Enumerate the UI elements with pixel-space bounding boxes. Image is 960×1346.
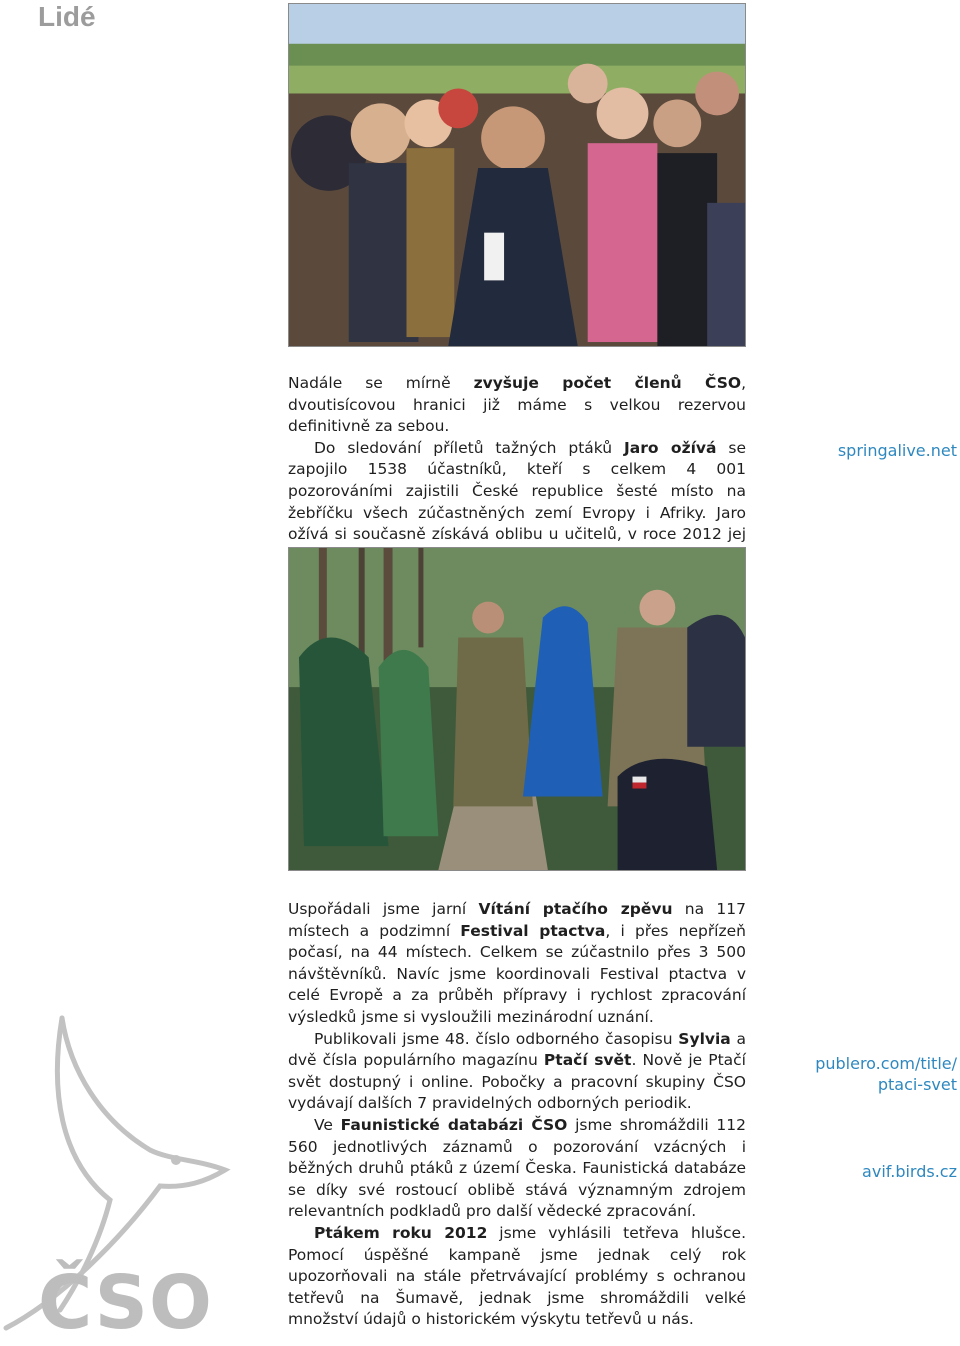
- text-run: jsme shromáždili 112 560 jednotlivých záznamů o pozorování vzácných i běžných druhů ptáků z území Česka. Faunistická databáze se díky své rostoucí oblibě stává významným zdrojem relevantních podkladů pro další vědecké zpracování.: [288, 1115, 746, 1221]
- text-run: se zapojilo 1538 účastníků, kteří s celkem 4 001 pozorováními zajistili České republice šesté místo na žebříčku všech zúčastněných zemí Evropy i Afriky. Jaro ožívá si současně získává oblibu u učitelů, v roce 2012 jej: [288, 438, 746, 544]
- text-block-events: [288, 899, 746, 1331]
- paragraph-publications: [288, 1029, 746, 1115]
- bold-phrase: Ptačí svět: [543, 1051, 632, 1070]
- cso-logo-text: ČSO: [38, 1260, 213, 1346]
- text-run: Uspořádali jsme jarní: [288, 900, 479, 918]
- link-publero-line1: publero.com/title/: [815, 1054, 957, 1073]
- text-run: , i přes nepřízeň počasí, na 44 místech. Celkem se zúčastnilo přes 3 500 návštěvníků. Navíc jsme koordinovali Festival ptactva v celé Evropě a za průběh přípravy i rychlost zpracování výsledků jsme si vysloužili mezinárodní uznání.: [288, 921, 746, 1026]
- link-springalive[interactable]: springalive.net: [837, 441, 957, 460]
- text-run: jsme vyhlásili tetřeva hlušce. Pomocí úspěšné kampaně jsme jednak celý rok upozorňovali na stále přetrvávající problémy s ochranou tetřevů na Šumavě, jednak jsme shromáždili velké množství údajů o historickém výskytu tetřevů u nás.: [288, 1223, 746, 1329]
- bold-phrase: Vítání ptačího zpěvu: [478, 900, 673, 918]
- link-publero-line2: ptaci-svet: [877, 1075, 957, 1094]
- text-run: Publikovali jsme 48. číslo odborného časopisu: [314, 1029, 679, 1048]
- bold-phrase: Sylvia: [678, 1029, 731, 1048]
- text-run: , dvoutisícovou hranici již máme s velkou rezervou definitivně za sebou.: [288, 374, 746, 436]
- text-block-membership: [288, 373, 746, 567]
- link-publero[interactable]: [815, 1053, 957, 1095]
- text-run: na 117 místech a podzimní: [288, 900, 747, 940]
- section-title: Lidé: [38, 1, 96, 32]
- text-run: a dvě čísla populárního magazínu: [288, 1029, 746, 1070]
- paragraph-database: [288, 1115, 746, 1223]
- paragraph-membership: [288, 373, 746, 438]
- photo-group-in-forest: [288, 547, 746, 871]
- text-run: Do sledování příletů tažných ptáků: [314, 438, 625, 457]
- bold-phrase: Faunistické databázi ČSO: [340, 1115, 568, 1134]
- bold-phrase: Festival ptactva: [460, 921, 606, 940]
- text-run: Nadále se mírně: [288, 374, 474, 392]
- bold-phrase: zvyšuje počet členů ČSO: [473, 374, 742, 392]
- text-run: . Nově je Ptačí svět dostupný i online. Pobočky a pracovní skupiny ČSO vydávají dalších 7 pravidelných odborných periodik.: [288, 1051, 746, 1113]
- paragraph-bird-of-year: [288, 1223, 746, 1331]
- paragraph-events: [288, 899, 746, 1029]
- bold-phrase: Ptákem roku 2012: [314, 1223, 488, 1242]
- text-run: Ve: [314, 1115, 341, 1134]
- bold-phrase: Jaro ožívá: [624, 438, 717, 457]
- link-avif[interactable]: avif.birds.cz: [862, 1162, 957, 1181]
- photo-children-birdwatching: [288, 3, 746, 347]
